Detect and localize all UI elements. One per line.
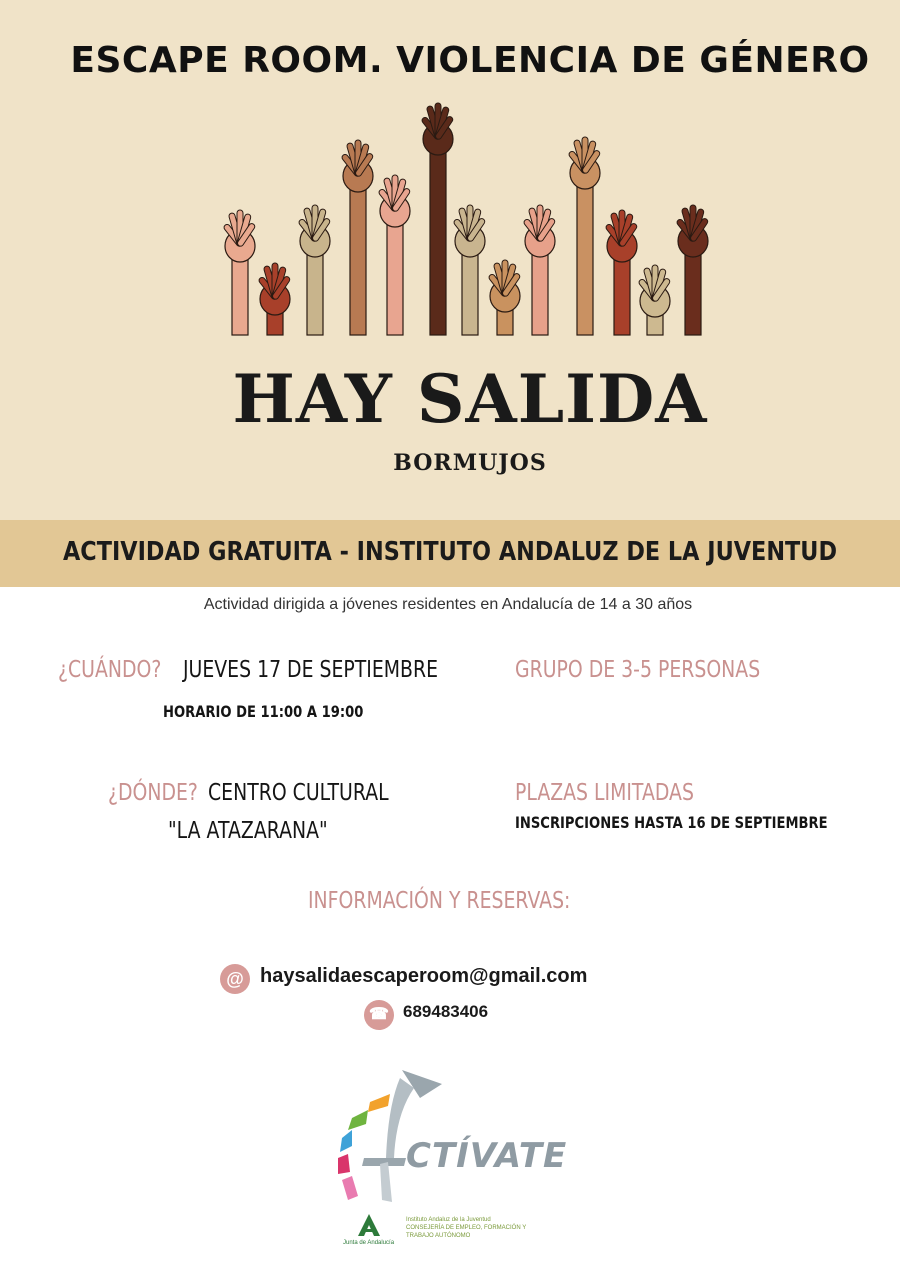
activate-wordmark: CTÍVATE: [406, 1136, 568, 1176]
raised-hand: [298, 205, 331, 335]
location-subtitle: BORMUJOS: [393, 450, 547, 476]
raised-hand: [638, 265, 671, 335]
when-value: JUEVES 17 DE SEPTIEMBRE: [183, 657, 438, 683]
raised-hand: [223, 210, 256, 335]
phone-number[interactable]: 689483406: [403, 1002, 489, 1021]
where-value-line1: CENTRO CULTURAL: [208, 780, 389, 806]
at-icon: @: [220, 964, 250, 994]
raised-hand: [568, 137, 601, 335]
registration-deadline: INSCRIPCIONES HASTA 16 DE SEPTIEMBRE: [515, 813, 828, 832]
raised-hand: [453, 205, 486, 335]
phone-icon: ☎: [364, 1000, 394, 1030]
junta-label: Junta de Andalucía: [343, 1240, 395, 1246]
audience-note: Actividad dirigida a jóvenes residentes en Andalucía de 14 a 30 años: [203, 596, 693, 613]
where-label: ¿DÓNDE?: [108, 780, 198, 806]
junta-andalucia-emblem: [356, 1212, 382, 1238]
raised-hand: [676, 205, 709, 335]
email-link[interactable]: haysalidaescaperoom@gmail.com: [260, 965, 588, 987]
institution-credit: [406, 1216, 526, 1240]
institution-line-3: TRABAJO AUTÓNOMO: [406, 1233, 471, 1239]
event-title: ESCAPE ROOM. VIOLENCIA DE GÉNERO: [70, 40, 870, 81]
when-label: ¿CUÁNDO?: [58, 657, 162, 683]
raised-hand: [488, 260, 521, 335]
raised-hand: [421, 103, 454, 335]
main-title: HAY SALIDA: [232, 360, 708, 438]
places-label: PLAZAS LIMITADAS: [515, 780, 694, 806]
when-hours: HORARIO DE 11:00 A 19:00: [163, 702, 364, 721]
institution-line-1: Instituto Andaluz de la Juventud: [406, 1217, 491, 1223]
raised-hands-illustration: [200, 95, 740, 340]
raised-hand: [341, 140, 374, 335]
banner-text: ACTIVIDAD GRATUITA - INSTITUTO ANDALUZ DE LA JUVENTUD: [63, 537, 838, 567]
raised-hand: [258, 263, 291, 335]
raised-hand: [523, 205, 556, 335]
institution-line-2: CONSEJERÍA DE EMPLEO, FORMACIÓN Y: [406, 1225, 527, 1231]
info-heading: INFORMACIÓN Y RESERVAS:: [308, 888, 571, 914]
raised-hand: [605, 210, 638, 335]
group-size: GRUPO DE 3-5 PERSONAS: [515, 657, 761, 683]
where-value-line2: "LA ATAZARANA": [168, 818, 328, 844]
raised-hand: [378, 175, 411, 335]
